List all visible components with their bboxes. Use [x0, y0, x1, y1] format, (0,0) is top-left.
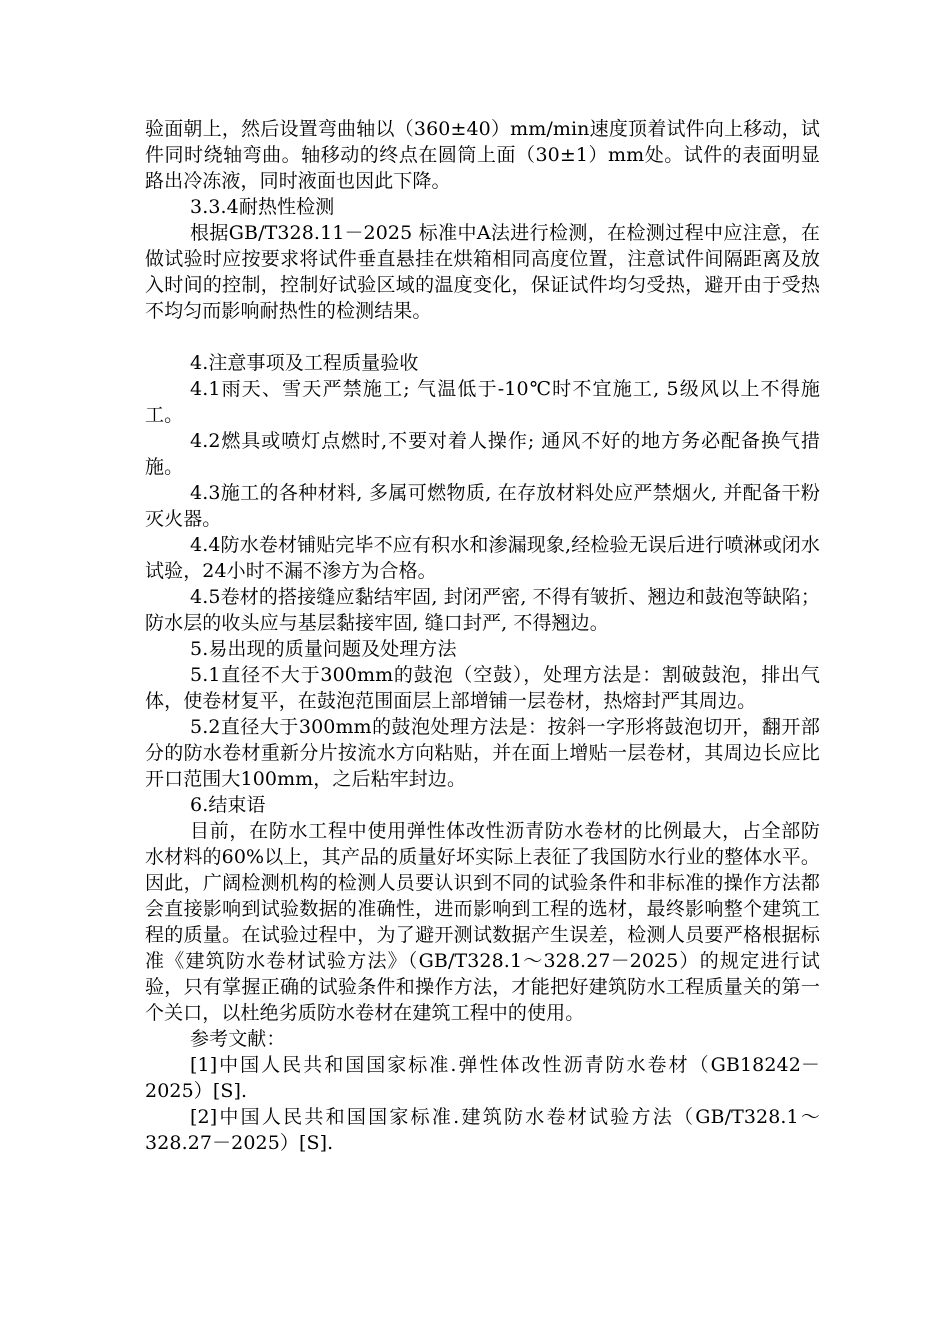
- paragraph-spacer: [145, 324, 820, 350]
- paragraph-5-2: 5.2直径大于300mm的鼓泡处理方法是：按斜一字形将鼓泡切开，翻开部分的防水卷材重新分片按流水方向粘贴，并在面上增贴一层卷材，其周边长应比开口范围大100mm，之后粘牢封边。: [145, 716, 820, 790]
- reference-item-2: [2]中国人民共和国国家标准.建筑防水卷材试验方法（GB/T328.1～328.27－2025）[S].: [145, 1106, 820, 1154]
- reference-item-1: [1]中国人民共和国国家标准.弹性体改性沥青防水卷材（GB18242－2025）[S].: [145, 1054, 820, 1102]
- paragraph-5-1: 5.1直径不大于300mm的鼓泡（空鼓），处理方法是：割破鼓泡，排出气体，使卷材复平，在鼓泡范围面层上部增铺一层卷材，热熔封严其周边。: [145, 664, 820, 712]
- paragraph-continuation: 验面朝上，然后设置弯曲轴以（360±40）mm/min速度顶着试件向上移动，试件同时绕轴弯曲。轴移动的终点在圆筒上面（30±1）mm处。试件的表面明显路出冷冻液，同时液面也因此下降。: [145, 118, 820, 192]
- paragraph-4-4: 4.4防水卷材铺贴完毕不应有积水和渗漏现象,经检验无误后进行喷淋或闭水试验，24小时不漏不渗方为合格。: [145, 534, 820, 582]
- paragraph-4-1: 4.1雨天、雪天严禁施工; 气温低于-10℃时不宜施工, 5级风以上不得施工。: [145, 378, 820, 426]
- references-heading: 参考文献：: [190, 1028, 286, 1050]
- paragraph-4-2: 4.2燃具或喷灯点燃时,不要对着人操作; 通风不好的地方务必配备换气措施。: [145, 430, 820, 478]
- section-heading-5: 5.易出现的质量问题及处理方法: [190, 638, 457, 660]
- section-heading-4: 4.注意事项及工程质量验收: [190, 352, 419, 374]
- section-heading-6: 6.结束语: [190, 794, 266, 816]
- section-heading-3-3-4: 3.3.4耐热性检测: [190, 196, 335, 218]
- paragraph-4-5: 4.5卷材的搭接缝应黏结牢固, 封闭严密, 不得有皱折、翘边和鼓泡等缺陷；防水层的收头应与基层黏接牢固, 缝口封严, 不得翘边。: [145, 586, 820, 634]
- paragraph-heat-resistance: 根据GB/T328.11－2025 标准中A法进行检测，在检测过程中应注意，在做试验时应按要求将试件垂直悬挂在烘箱相同高度位置，注意试件间隔距离及放入时间的控制，控制好试验区域的温度变化，保证试件均匀受热，避开由于受热不均匀而影响耐热性的检测结果。: [145, 222, 820, 322]
- paragraph-4-3: 4.3施工的各种材料, 多属可燃物质, 在存放材料处应严禁烟火, 并配备干粉灭火器。: [145, 482, 820, 530]
- document-body: [145, 116, 820, 1156]
- paragraph-conclusion: 目前，在防水工程中使用弹性体改性沥青防水卷材的比例最大，占全部防水材料的60%以上，其产品的质量好坏实际上表征了我国防水行业的整体水平。因此，广阔检测机构的检测人员要认识到不同的试验条件和非标准的操作方法都会直接影响到试验数据的准确性，进而影响到工程的选材，最终影响整个建筑工程的质量。在试验过程中，为了避开测试数据产生误差，检测人员要严格根据标准《建筑防水卷材试验方法》（GB/T328.1～328.27－2025）的规定进行试验，只有掌握正确的试验条件和操作方法，才能把好建筑防水工程质量关的第一个关口，以杜绝劣质防水卷材在建筑工程中的使用。: [145, 820, 820, 1024]
